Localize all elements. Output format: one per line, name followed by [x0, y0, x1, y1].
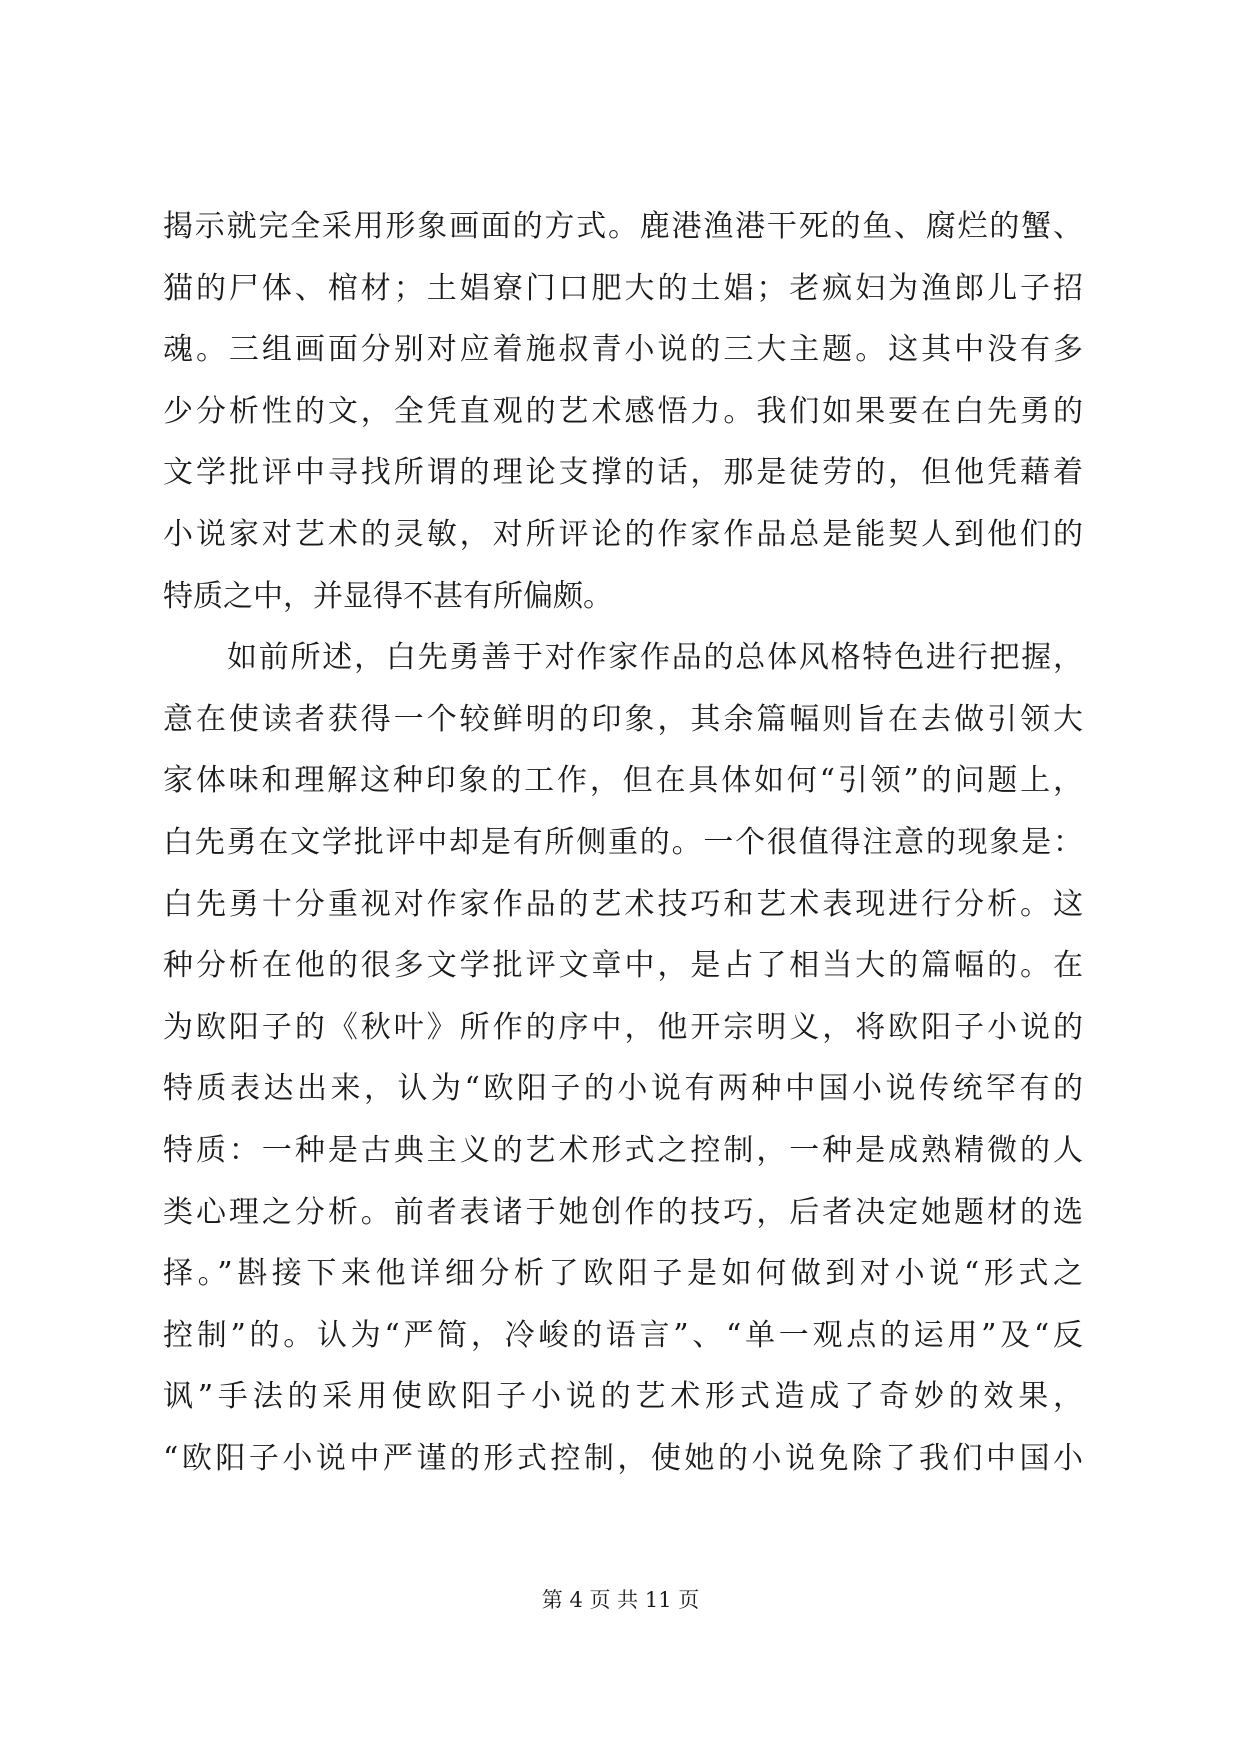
text-line-15: 特质表达出来，认为“欧阳子的小说有两种中国小说传统罕有的 [163, 1071, 1083, 1107]
text-line-14: 为欧阳子的《秋叶》所作的序中，他开宗明义，将欧阳子小说的 [163, 1009, 1083, 1045]
text-line-9: 意在使读者获得一个较鲜明的印象，其余篇幅则旨在去做引领大 [163, 701, 1083, 737]
text-line-18: 择。”斟接下来他详细分析了欧阳子是如何做到对小说“形式之 [163, 1256, 1083, 1292]
text-line-8: 如前所述，白先勇善于对作家作品的总体风格特色进行把握， [227, 640, 1083, 676]
text-line-3: 魂。三组画面分别对应着施叔青小说的三大主题。这其中没有多 [163, 332, 1083, 368]
text-line-21: “欧阳子小说中严谨的形式控制，使她的小说免除了我们中国小 [163, 1440, 1083, 1476]
text-line-20: 讽”手法的采用使欧阳子小说的艺术形式造成了奇妙的效果， [163, 1379, 1083, 1415]
text-line-7: 特质之中，并显得不甚有所偏颇。 [163, 578, 613, 614]
text-line-2: 猫的尸体、棺材；土娼寮门口肥大的土娼；老疯妇为渔郎儿子招 [163, 270, 1083, 306]
text-line-11: 白先勇在文学批评中却是有所侧重的。一个很值得注意的现象是： [163, 824, 1083, 860]
text-line-4: 少分析性的文，全凭直观的艺术感悟力。我们如果要在白先勇的 [163, 393, 1083, 429]
text-line-19: 控制”的。认为“严简，冷峻的语言”、“单一观点的运用”及“反 [163, 1317, 1083, 1353]
text-line-12: 白先勇十分重视对作家作品的艺术技巧和艺术表现进行分析。这 [163, 886, 1083, 922]
text-line-16: 特质：一种是古典主义的艺术形式之控制，一种是成熟精微的人 [163, 1132, 1083, 1168]
text-line-6: 小说家对艺术的灵敏，对所评论的作家作品总是能契人到他们的 [163, 516, 1083, 552]
page-number-label: 第 4 页 共 11 页 [541, 1588, 700, 1612]
text-line-17: 类心理之分析。前者表诸于她创作的技巧，后者决定她题材的选 [163, 1194, 1083, 1230]
text-line-5: 文学批评中寻找所谓的理论支撑的话，那是徒劳的，但他凭藉着 [163, 455, 1083, 491]
body-text [163, 196, 1083, 1489]
text-line-13: 种分析在他的很多文学批评文章中，是占了相当大的篇幅的。在 [163, 948, 1083, 984]
text-line-10: 家体味和理解这种印象的工作，但在具体如何“引领”的问题上， [163, 763, 1083, 799]
page-footer [0, 1585, 1241, 1615]
text-line-1: 揭示就完全采用形象画面的方式。鹿港渔港干死的鱼、腐烂的蟹、 [163, 209, 1083, 244]
